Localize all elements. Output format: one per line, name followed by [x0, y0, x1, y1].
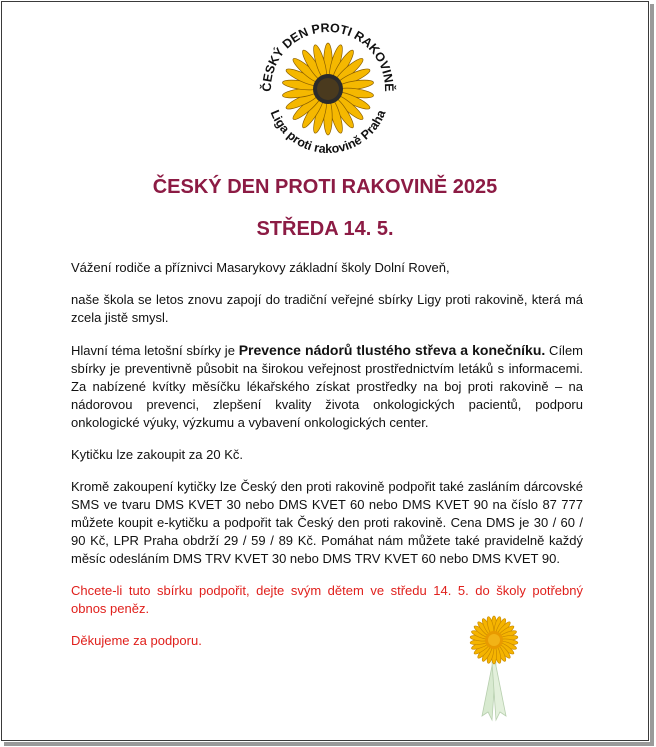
page-title: ČESKÝ DEN PROTI RAKOVINĚ 2025: [152, 176, 498, 198]
frame-shadow: [4, 742, 654, 746]
sunflower-icon: [282, 43, 374, 135]
event-date: STŘEDA 14. 5.: [256, 218, 394, 240]
frame-shadow: [650, 4, 654, 746]
thanks-text: Děkujeme za podporu.: [71, 633, 202, 648]
logo-ring-top: ČESKÝ DEN PROTI RAKOVINĚ: [259, 20, 397, 92]
call-to-action: Chcete-li tuto sbírku podpořit, dejte svým dětem ve středu 14. 5. do školy potřebný obnos peněz.: [71, 583, 583, 616]
intro-paragraph: naše škola se letos znovu zapojí do tradiční veřejné sbírky Ligy proti rakovině, která má zcela jistě smysl.: [71, 292, 583, 325]
greeting: Vážení rodiče a příznivci Masarykovy základní školy Dolní Roveň,: [71, 260, 450, 275]
letter-body: [71, 259, 583, 664]
theme-lead: Hlavní téma letošní sbírky je: [71, 343, 239, 358]
theme-paragraph: [71, 341, 583, 432]
price-paragraph: Kytičku lze zakoupit za 20 Kč.: [71, 447, 243, 462]
campaign-logo: [253, 14, 403, 164]
sms-paragraph: Kromě zakoupení kytičky lze Český den proti rakovině podpořit také zasláním dárcovské SMS ve tvaru DMS KVET 30 nebo DMS KVET 60 nebo DMS KVET 90 na číslo 87 777 můžete koupit e-kytičku a podpořit tak Český den proti rakovině. Cena DMS je 30 / 60 / 90 Kč, LPR Praha obdrží 29 / 59 / 89 Kč. Pomáhat nám můžete také pravidelně každý měsíc odesláním DMS TRV KVET 30 nebo DMS TRV KVET 60 nebo DMS KVET 90.: [71, 479, 583, 566]
flower-pin-icon: [466, 612, 522, 722]
logo-ring-bottom: Liga proti rakovině Praha: [267, 107, 389, 157]
theme-text: Cílem sbírky je preventivně působit na širokou veřejnost prostřednictvím letáků s informacemi. Za nabízené kvítky měsíčku lékařského získat prostředky na boj proti rakovině – na nádorovou prevenci, zlepšení kvality života onkologických pacientů, podporu onkologické výuky, výzkumu a vybavení onkologických center.: [71, 343, 583, 430]
theme-emphasis: Prevence nádorů tlustého střeva a konečníku.: [238, 342, 546, 358]
